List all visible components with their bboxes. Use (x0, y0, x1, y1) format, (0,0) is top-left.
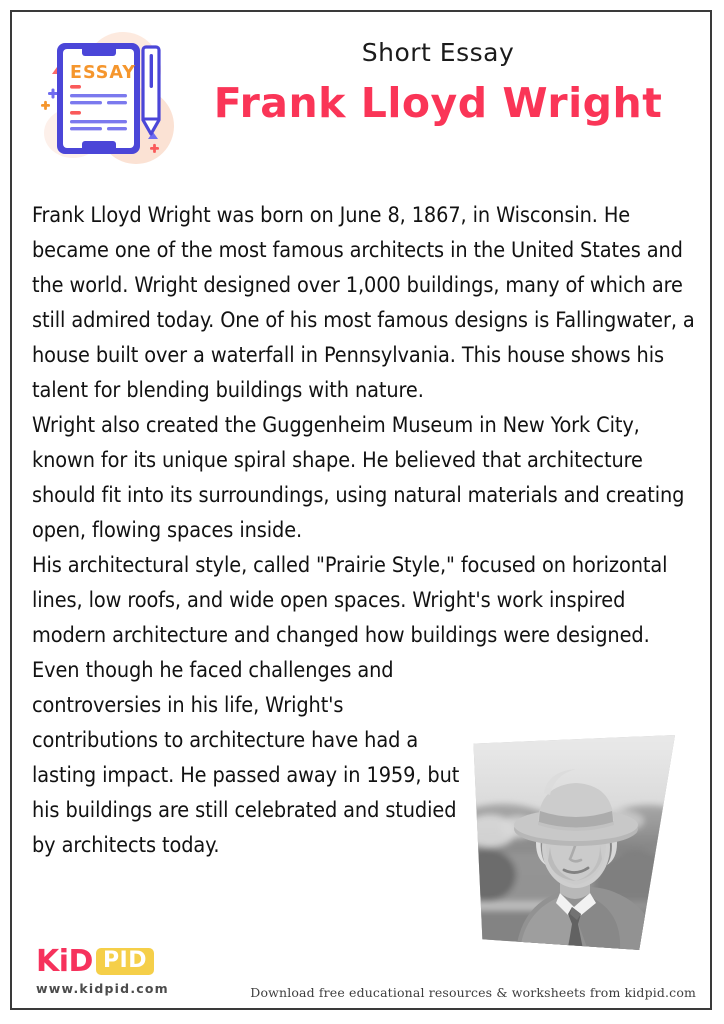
brand-url[interactable]: www.kidpid.com (36, 981, 169, 996)
essay-paragraph: Even though he faced challenges and controversies in his life, Wright's contributions to architecture have had a lasting impact. He passed away in 1959, but his buildings are still celebrated and studied by architects today. (32, 658, 460, 858)
clipboard-svg (30, 26, 180, 176)
kidpid-wordmark (36, 945, 266, 978)
brand-kid-text: KiD (36, 943, 93, 979)
footer-note: Download free educational resources & worksheets from kidpid.com (250, 985, 696, 1000)
page-kicker: Short Essay (361, 38, 515, 67)
portrait-illustration (460, 735, 684, 950)
photo-clip (460, 735, 684, 950)
page-header (12, 12, 710, 180)
page-footer (12, 934, 710, 1008)
kidpid-logo[interactable] (36, 945, 266, 996)
essay-paragraph: His architectural style, called "Prairie Style," focused on horizontal lines, low roofs, and wide open spaces. Wright's work inspired modern architecture and changed how buildings were designed. (32, 553, 668, 648)
worksheet-page (10, 10, 712, 1010)
essay-paragraph: Wright also created the Guggenheim Museum in New York City, known for its unique spiral shape. He believed that architecture should fit into its surroundings, using natural materials and creating open, flowing spaces inside. (32, 413, 685, 543)
frank-lloyd-wright-photo (460, 735, 684, 950)
title-block (180, 38, 696, 127)
svg-text:ESSAY: ESSAY (70, 63, 136, 83)
brand-pid-badge: PID (96, 948, 154, 975)
page-title: Frank Lloyd Wright (213, 79, 663, 127)
essay-paragraph: Frank Lloyd Wright was born on June 8, 1867, in Wisconsin. He became one of the most famous architects in the United States and the world. Wright designed over 1,000 buildings, many of which are still admired today. One of his most famous designs is Fallingwater, a house built over a waterfall in Pennsylvania. This house shows his talent for blending buildings with nature. (32, 203, 695, 403)
essay-clipboard-icon (30, 26, 180, 176)
